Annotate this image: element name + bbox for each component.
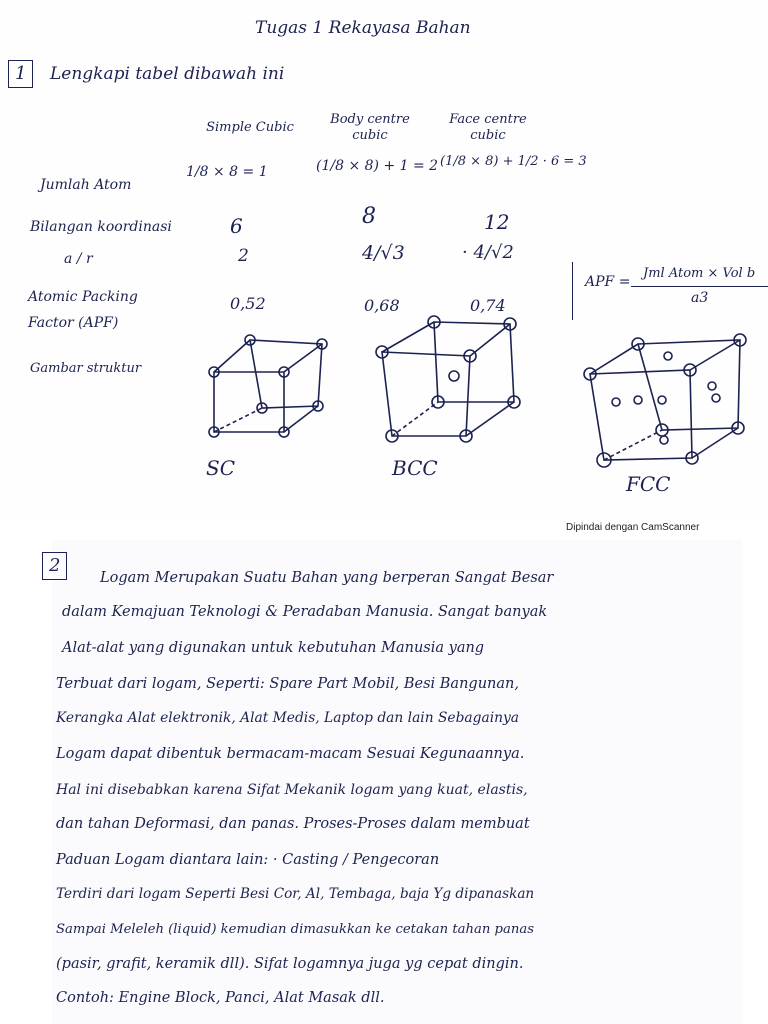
fcc-jumlah-atom: (1/8 × 8) + 1/2 · 6 = 3 xyxy=(440,154,587,169)
row-label-gambar-struktur: Gambar struktur xyxy=(30,361,142,376)
fcc-apf: 0,74 xyxy=(470,296,506,315)
row-label-bilangan-koordinasi: Bilangan koordinasi xyxy=(30,219,172,235)
bcc-koordinasi: 8 xyxy=(362,204,376,229)
fcc-cube-drawing xyxy=(584,334,746,467)
answer-2-line: Terdiri dari logam Seperti Besi Cor, Al, Tembaga, baja Yg dipanaskan xyxy=(56,886,535,902)
question-2-number: 2 xyxy=(42,552,67,580)
answer-2-line: (pasir, grafit, keramik dll). Sifat logamnya juga yg cepat dingin. xyxy=(56,956,524,972)
sc-jumlah-atom: 1/8 × 8 = 1 xyxy=(186,164,268,180)
answer-2-line: dalam Kemajuan Teknologi & Peradaban Manusia. Sangat banyak xyxy=(62,604,548,620)
sc-apf: 0,52 xyxy=(230,294,266,313)
sc-drawing-label: SC xyxy=(206,456,236,480)
page-title: Tugas 1 Rekayasa Bahan xyxy=(255,18,471,38)
bcc-apf: 0,68 xyxy=(364,296,400,315)
question-1-number: 1 xyxy=(8,60,33,88)
answer-2-line: dan tahan Deformasi, dan panas. Proses-Proses dalam membuat xyxy=(56,816,530,832)
sc-cube-drawing xyxy=(209,335,327,437)
row-label-a-r: a / r xyxy=(64,251,93,267)
answer-2-line: Logam dapat dibentuk bermacam-macam Sesuai Kegunaannya. xyxy=(56,746,525,762)
sc-koordinasi: 6 xyxy=(230,214,243,238)
fcc-drawing-label: FCC xyxy=(626,472,671,496)
question-1-instruction: Lengkapi tabel dibawah ini xyxy=(50,64,285,84)
bcc-cube-drawing xyxy=(376,316,520,442)
answer-2-line: Hal ini disebabkan karena Sifat Mekanik logam yang kuat, elastis, xyxy=(56,782,528,798)
column-header-face-centre-cubic: Face centre cubic xyxy=(449,112,527,143)
fcc-koordinasi: 12 xyxy=(484,210,510,234)
apf-formula-label: APF = xyxy=(585,274,631,290)
answer-2-line: Contoh: Engine Block, Panci, Alat Masak dll. xyxy=(56,990,385,1006)
answer-2-line: Paduan Logam diantara lain: · Casting / Pengecoran xyxy=(56,852,440,868)
answer-2-line: Logam Merupakan Suatu Bahan yang berperan Sangat Besar xyxy=(100,570,554,586)
sc-a-r: 2 xyxy=(238,246,249,266)
column-header-body-centre-cubic: Body centre cubic xyxy=(330,112,410,143)
bcc-drawing-label: BCC xyxy=(392,456,438,480)
bcc-jumlah-atom: (1/8 × 8) + 1 = 2 xyxy=(316,158,439,174)
apf-formula-denominator: a3 xyxy=(691,290,709,306)
answer-2-line: Kerangka Alat elektronik, Alat Medis, Laptop dan lain Sebagainya xyxy=(56,710,520,726)
apf-formula-numerator: Jml Atom × Vol b xyxy=(643,266,756,281)
answer-2-line: Terbuat dari logam, Seperti: Spare Part Mobil, Besi Bangunan, xyxy=(56,676,519,692)
scanner-watermark: Dipindai dengan CamScanner xyxy=(566,522,700,533)
column-header-simple-cubic: Simple Cubic xyxy=(206,120,294,135)
answer-2-line: Sampai Meleleh (liquid) kemudian dimasukkan ke cetakan tahan panas xyxy=(56,922,534,937)
row-label-apf: Atomic Packing Factor (APF) xyxy=(28,289,138,331)
row-label-jumlah-atom: Jumlah Atom xyxy=(40,177,132,193)
answer-2-line: Alat-alat yang digunakan untuk kebutuhan Manusia yang xyxy=(62,640,485,656)
bcc-a-r: 4/√3 xyxy=(362,242,405,264)
fcc-a-r: · 4/√2 xyxy=(462,242,514,263)
